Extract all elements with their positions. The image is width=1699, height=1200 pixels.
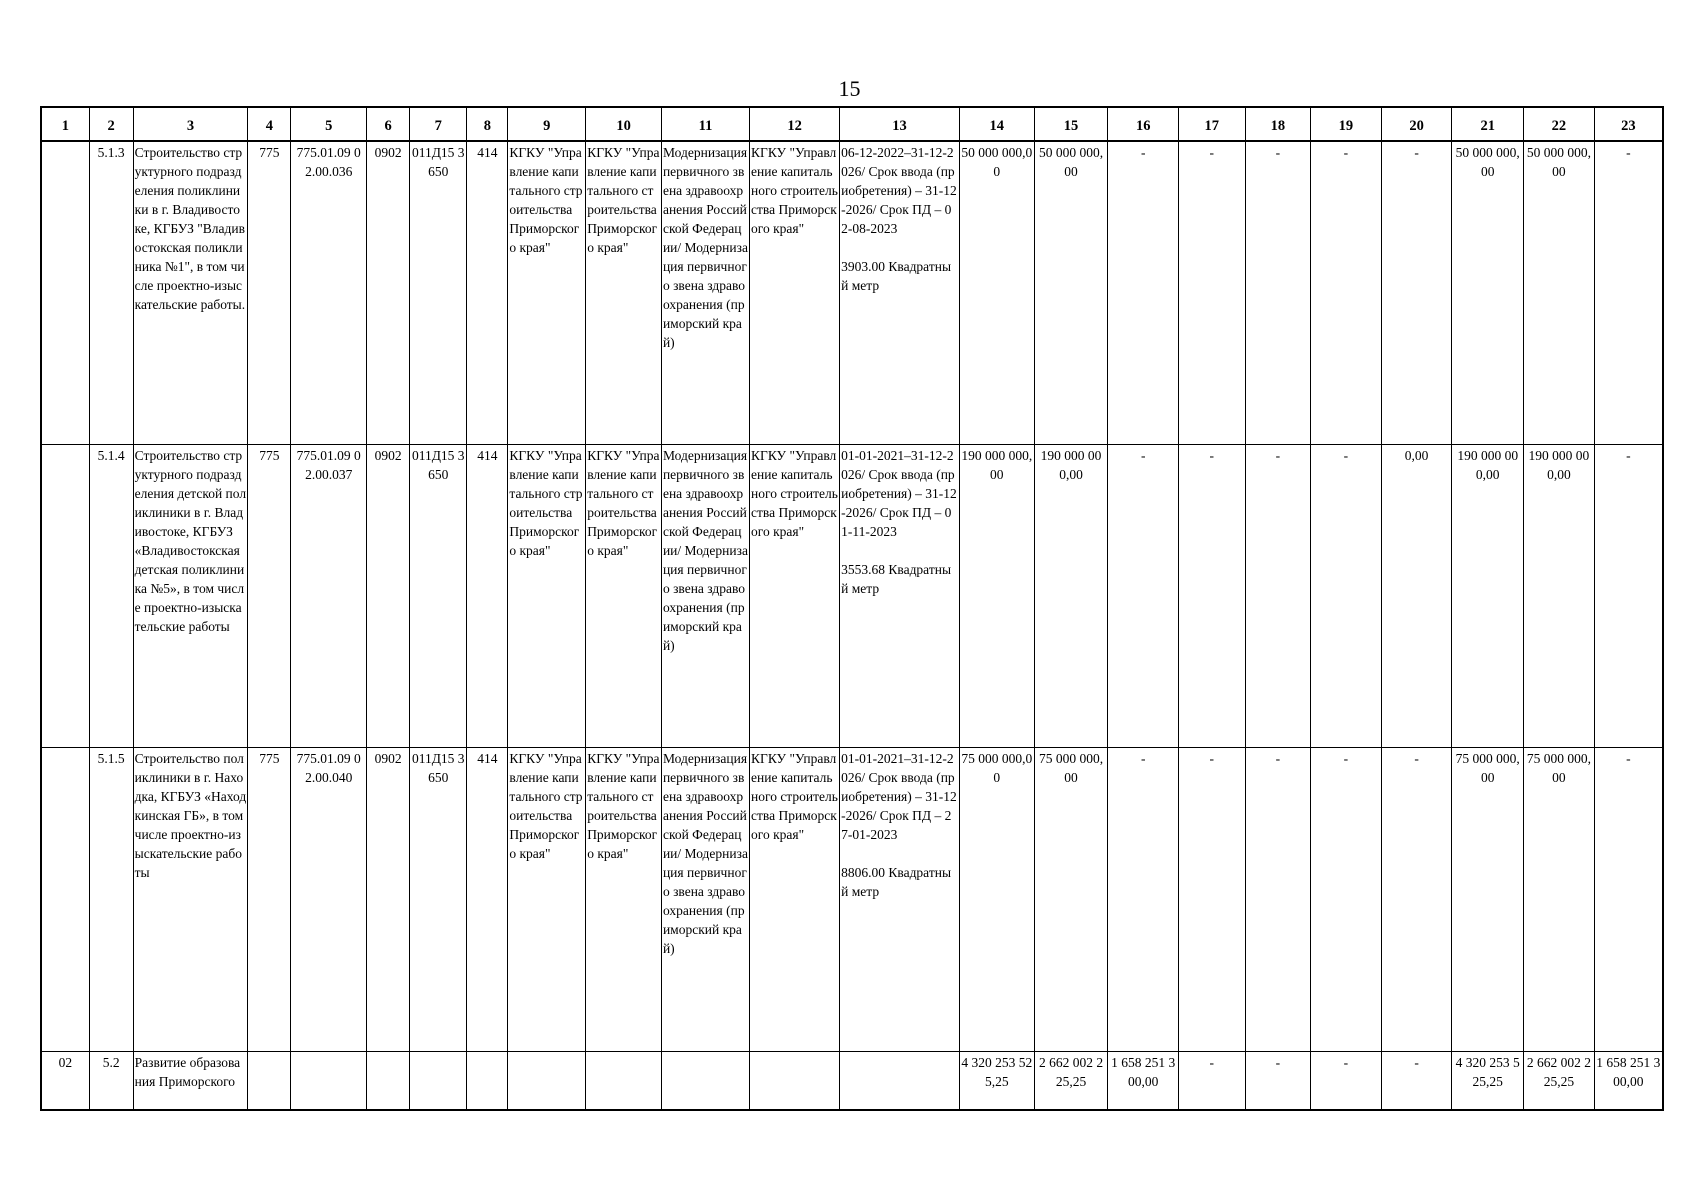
cell-col-22: 75 000 000,00 (1524, 748, 1595, 1052)
cell-col-4 (248, 1052, 291, 1111)
cell-col-10: КГКУ "Управление капитального строительства Приморского края" (586, 748, 662, 1052)
program-table (40, 106, 1664, 1111)
cell-col-5: 775.01.09 02.00.037 (291, 445, 367, 748)
cell-col-15: 190 000 000,00 (1034, 445, 1108, 748)
cell-col-15: 50 000 000,00 (1034, 141, 1108, 445)
cell-col-13: 06-12-2022–31-12-2026/ Срок ввода (приобретения) – 31-12-2026/ Срок ПД – 02-08-2023 3903.00 Квадратный метр (840, 141, 960, 445)
column-header-23: 23 (1594, 107, 1663, 141)
cell-col-18: - (1245, 445, 1311, 748)
column-header-3: 3 (133, 107, 248, 141)
cell-col-2: 5.2 (89, 1052, 133, 1111)
cell-col-14: 50 000 000,00 (959, 141, 1034, 445)
column-header-6: 6 (367, 107, 410, 141)
cell-col-3: Строительство структурного подразделения поликлиники в г. Владивостоке, КГБУЗ "Владивостокская поликлиника №1", в том числе проектно-изыскательские работы. (133, 141, 248, 445)
column-header-11: 11 (661, 107, 749, 141)
cell-col-12: КГКУ "Управление капитального строительства Приморского края" (750, 141, 840, 445)
cell-col-20: 0,00 (1381, 445, 1452, 748)
cell-col-7: 011Д15 3650 (410, 748, 467, 1052)
cell-col-17: - (1179, 141, 1246, 445)
cell-col-11: Модернизация первичного звена здравоохранения Российской Федерации/ Модернизация первичного звена здравоохранения (приморский край) (661, 445, 749, 748)
cell-col-7: 011Д15 3650 (410, 445, 467, 748)
cell-col-16: - (1108, 748, 1179, 1052)
cell-col-5: 775.01.09 02.00.040 (291, 748, 367, 1052)
cell-col-9: КГКУ "Управление капитального строительства Приморского края" (508, 748, 586, 1052)
cell-col-14: 190 000 000,00 (959, 445, 1034, 748)
cell-col-17: - (1179, 1052, 1246, 1111)
cell-col-8: 414 (467, 445, 508, 748)
cell-col-15: 75 000 000,00 (1034, 748, 1108, 1052)
cell-col-13: 01-01-2021–31-12-2026/ Срок ввода (приобретения) – 31-12-2026/ Срок ПД – 01-11-2023 3553.68 Квадратный метр (840, 445, 960, 748)
cell-col-14: 4 320 253 525,25 (959, 1052, 1034, 1111)
cell-col-13 (840, 1052, 960, 1111)
cell-col-6: 0902 (367, 748, 410, 1052)
cell-col-21: 75 000 000,00 (1452, 748, 1524, 1052)
cell-col-16: - (1108, 445, 1179, 748)
column-header-18: 18 (1245, 107, 1311, 141)
cell-col-2: 5.1.4 (89, 445, 133, 748)
column-header-22: 22 (1524, 107, 1595, 141)
cell-col-20: - (1381, 1052, 1452, 1111)
cell-col-6: 0902 (367, 445, 410, 748)
cell-col-3: Строительство поликлиники в г. Находка, КГБУЗ «Находкинская ГБ», в том числе проектно-изыскательские работы (133, 748, 248, 1052)
cell-col-9 (508, 1052, 586, 1111)
cell-col-9: КГКУ "Управление капитального строительства Приморского края" (508, 445, 586, 748)
page-number: 15 (838, 76, 861, 101)
column-header-15: 15 (1034, 107, 1108, 141)
cell-col-11 (661, 1052, 749, 1111)
cell-col-3: Развитие образования Приморского (133, 1052, 248, 1111)
cell-col-12 (750, 1052, 840, 1111)
cell-col-4: 775 (248, 748, 291, 1052)
cell-col-22: 190 000 000,00 (1524, 445, 1595, 748)
cell-col-18: - (1245, 1052, 1311, 1111)
cell-col-1 (41, 445, 89, 748)
cell-col-22: 2 662 002 225,25 (1524, 1052, 1595, 1111)
cell-col-8: 414 (467, 748, 508, 1052)
cell-col-12: КГКУ "Управление капитального строительства Приморского края" (750, 445, 840, 748)
cell-col-23: 1 658 251 300,00 (1594, 1052, 1663, 1111)
table-row (41, 141, 1663, 445)
cell-col-17: - (1179, 748, 1246, 1052)
column-header-7: 7 (410, 107, 467, 141)
cell-col-21: 4 320 253 525,25 (1452, 1052, 1524, 1111)
cell-col-3: Строительство структурного подразделения детской поликлиники в г. Владивостоке, КГБУЗ «Владивостокская детская поликлиника №5», в том числе проектно-изыскательские работы (133, 445, 248, 748)
cell-col-11: Модернизация первичного звена здравоохранения Российской Федерации/ Модернизация первичного звена здравоохранения (приморский край) (661, 141, 749, 445)
cell-col-21: 190 000 000,00 (1452, 445, 1524, 748)
column-header-19: 19 (1311, 107, 1382, 141)
column-header-1: 1 (41, 107, 89, 141)
cell-col-10: КГКУ "Управление капитального строительства Приморского края" (586, 141, 662, 445)
cell-col-1: 02 (41, 1052, 89, 1111)
column-header-20: 20 (1381, 107, 1452, 141)
cell-col-16: - (1108, 141, 1179, 445)
cell-col-23: - (1594, 748, 1663, 1052)
cell-col-7: 011Д15 3650 (410, 141, 467, 445)
cell-col-19: - (1311, 141, 1382, 445)
cell-col-20: - (1381, 141, 1452, 445)
column-header-17: 17 (1179, 107, 1246, 141)
cell-col-8: 414 (467, 141, 508, 445)
cell-col-2: 5.1.5 (89, 748, 133, 1052)
cell-col-9: КГКУ "Управление капитального строительства Приморского края" (508, 141, 586, 445)
cell-col-4: 775 (248, 141, 291, 445)
column-header-9: 9 (508, 107, 586, 141)
cell-col-5 (291, 1052, 367, 1111)
cell-col-11: Модернизация первичного звена здравоохранения Российской Федерации/ Модернизация первичного звена здравоохранения (приморский край) (661, 748, 749, 1052)
cell-col-10: КГКУ "Управление капитального строительства Приморского края" (586, 445, 662, 748)
cell-col-13: 01-01-2021–31-12-2026/ Срок ввода (приобретения) – 31-12-2026/ Срок ПД – 27-01-2023 8806.00 Квадратный метр (840, 748, 960, 1052)
column-header-10: 10 (586, 107, 662, 141)
cell-col-6: 0902 (367, 141, 410, 445)
cell-col-18: - (1245, 141, 1311, 445)
column-header-16: 16 (1108, 107, 1179, 141)
table-row (41, 1052, 1663, 1111)
column-header-2: 2 (89, 107, 133, 141)
cell-col-15: 2 662 002 225,25 (1034, 1052, 1108, 1111)
cell-col-14: 75 000 000,00 (959, 748, 1034, 1052)
cell-col-10 (586, 1052, 662, 1111)
column-header-8: 8 (467, 107, 508, 141)
cell-col-16: 1 658 251 300,00 (1108, 1052, 1179, 1111)
cell-col-17: - (1179, 445, 1246, 748)
cell-col-21: 50 000 000,00 (1452, 141, 1524, 445)
cell-col-19: - (1311, 445, 1382, 748)
header-row (41, 107, 1663, 141)
cell-col-7 (410, 1052, 467, 1111)
column-header-13: 13 (840, 107, 960, 141)
cell-col-23: - (1594, 141, 1663, 445)
cell-col-20: - (1381, 748, 1452, 1052)
cell-col-19: - (1311, 1052, 1382, 1111)
cell-col-1 (41, 141, 89, 445)
cell-col-6 (367, 1052, 410, 1111)
cell-col-5: 775.01.09 02.00.036 (291, 141, 367, 445)
cell-col-19: - (1311, 748, 1382, 1052)
cell-col-1 (41, 748, 89, 1052)
cell-col-4: 775 (248, 445, 291, 748)
column-header-12: 12 (750, 107, 840, 141)
cell-col-2: 5.1.3 (89, 141, 133, 445)
column-header-4: 4 (248, 107, 291, 141)
table-row (41, 445, 1663, 748)
table-row (41, 748, 1663, 1052)
cell-col-8 (467, 1052, 508, 1111)
cell-col-22: 50 000 000,00 (1524, 141, 1595, 445)
column-header-21: 21 (1452, 107, 1524, 141)
cell-col-18: - (1245, 748, 1311, 1052)
cell-col-12: КГКУ "Управление капитального строительства Приморского края" (750, 748, 840, 1052)
cell-col-23: - (1594, 445, 1663, 748)
column-header-5: 5 (291, 107, 367, 141)
column-header-14: 14 (959, 107, 1034, 141)
